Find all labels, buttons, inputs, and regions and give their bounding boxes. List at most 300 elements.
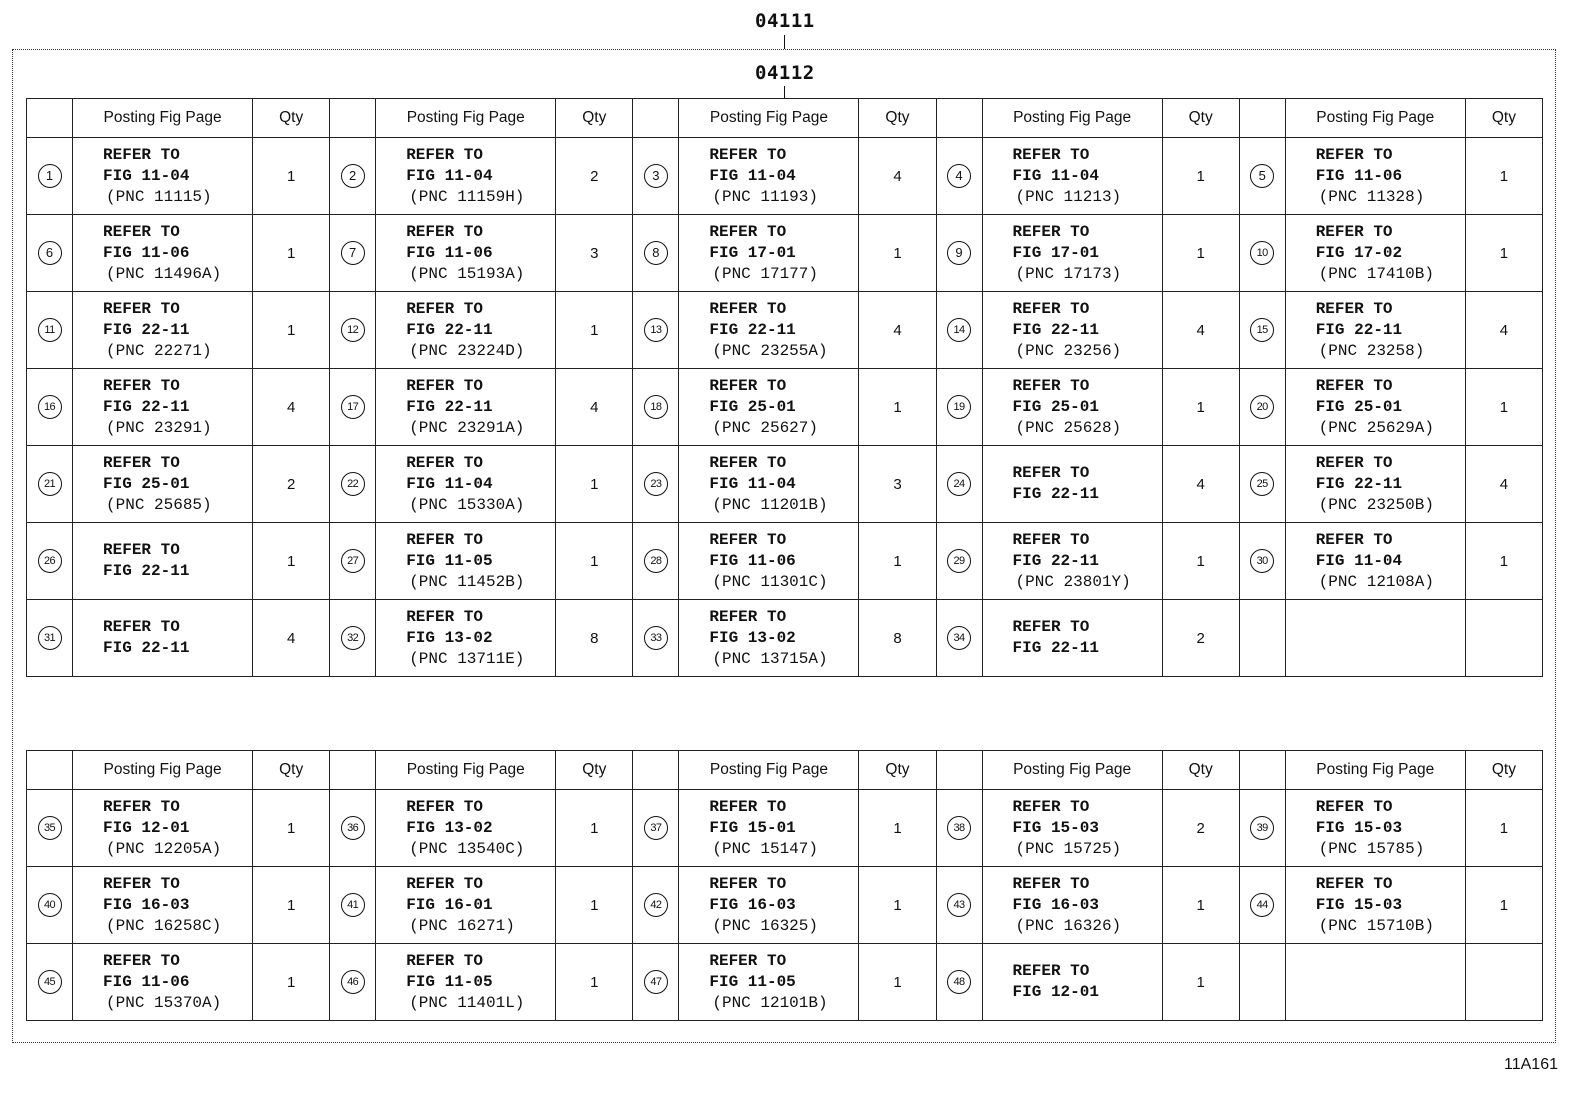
header-index-cell <box>1239 751 1285 790</box>
reference-cell <box>679 944 859 1021</box>
refer-to-text: REFER TO <box>406 145 483 164</box>
refer-to-text: REFER TO <box>1012 874 1090 893</box>
refer-to-text: REFER TO <box>1012 299 1090 318</box>
pnc-number: (PNC 17173) <box>1015 264 1122 283</box>
refer-to-text: REFER TO <box>709 797 787 816</box>
table-row <box>27 446 1543 523</box>
reference-cell <box>1285 292 1465 369</box>
fig-reference: FIG 22-11 <box>1012 320 1099 339</box>
qty-cell: 1 <box>556 523 633 600</box>
index-cell <box>27 944 73 1021</box>
index-cell <box>936 600 982 677</box>
reference-cell <box>73 138 253 215</box>
refer-to-text: REFER TO <box>406 797 483 816</box>
fig-reference: FIG 16-01 <box>406 895 493 914</box>
item-number-circle: 34 <box>947 626 971 650</box>
empty-cell <box>1239 944 1285 1021</box>
reference-cell <box>679 867 859 944</box>
header-qty: Qty <box>859 751 936 790</box>
index-cell <box>330 369 376 446</box>
qty-cell: 1 <box>253 138 330 215</box>
header-qty: Qty <box>859 99 936 138</box>
reference-cell <box>982 292 1162 369</box>
index-cell <box>27 369 73 446</box>
item-number-circle: 9 <box>947 241 971 265</box>
item-number-circle: 41 <box>341 893 365 917</box>
item-number-circle: 17 <box>341 395 365 419</box>
header-posting: Posting Fig Page <box>376 99 556 138</box>
fig-reference: FIG 25-01 <box>1315 397 1403 416</box>
item-number-circle: 14 <box>947 318 971 342</box>
pnc-number: (PNC 16326) <box>1015 916 1122 935</box>
index-cell <box>1239 446 1285 523</box>
item-number-circle: 21 <box>38 472 62 496</box>
reference-cell <box>73 292 253 369</box>
index-cell <box>1239 215 1285 292</box>
qty-cell: 1 <box>1465 215 1542 292</box>
qty-cell: 4 <box>253 600 330 677</box>
reference-cell <box>376 292 556 369</box>
qty-cell: 1 <box>556 867 633 944</box>
reference-cell <box>982 944 1162 1021</box>
qty-cell: 3 <box>556 215 633 292</box>
header-index-cell <box>27 751 73 790</box>
pnc-number: (PNC 11193) <box>712 187 818 206</box>
index-cell <box>330 446 376 523</box>
header-index-cell <box>633 99 679 138</box>
refer-to-text: REFER TO <box>406 299 483 318</box>
header-index-cell <box>633 751 679 790</box>
inner-label: 04112 <box>755 62 815 84</box>
reference-cell <box>982 369 1162 446</box>
qty-cell: 1 <box>253 867 330 944</box>
pnc-number: (PNC 17410B) <box>1318 264 1434 283</box>
reference-cell <box>73 600 253 677</box>
qty-cell: 4 <box>1162 446 1239 523</box>
refer-to-text: REFER TO <box>103 453 180 472</box>
item-number-circle: 1 <box>38 164 62 188</box>
item-number-circle: 28 <box>644 549 668 573</box>
fig-reference: FIG 11-04 <box>103 166 190 185</box>
table-row <box>27 523 1543 600</box>
header-qty: Qty <box>1162 99 1239 138</box>
index-cell <box>1239 790 1285 867</box>
refer-to-text: REFER TO <box>103 299 180 318</box>
qty-cell: 1 <box>1465 138 1542 215</box>
header-qty: Qty <box>1465 99 1542 138</box>
index-cell <box>936 369 982 446</box>
qty-cell: 1 <box>1162 867 1239 944</box>
refer-to-text: REFER TO <box>1315 453 1393 472</box>
header-posting: Posting Fig Page <box>73 751 253 790</box>
refer-to-text: REFER TO <box>1012 962 1090 980</box>
item-number-circle: 25 <box>1250 472 1274 496</box>
reference-cell <box>73 790 253 867</box>
fig-reference: FIG 16-03 <box>1012 895 1099 914</box>
item-number-circle: 44 <box>1250 893 1274 917</box>
item-number-circle: 4 <box>947 164 971 188</box>
qty-cell: 1 <box>1465 790 1542 867</box>
reference-cell <box>376 138 556 215</box>
refer-to-text: REFER TO <box>103 951 180 970</box>
fig-reference: FIG 11-04 <box>709 166 796 185</box>
qty-cell: 4 <box>253 369 330 446</box>
index-cell <box>936 790 982 867</box>
fig-reference: FIG 17-01 <box>1012 243 1099 262</box>
qty-cell: 4 <box>859 292 936 369</box>
reference-cell <box>376 215 556 292</box>
index-cell <box>633 446 679 523</box>
refer-to-text: REFER TO <box>1315 530 1393 549</box>
item-number-circle: 36 <box>341 816 365 840</box>
index-cell <box>1239 138 1285 215</box>
qty-cell: 1 <box>1162 215 1239 292</box>
fig-reference: FIG 11-04 <box>1315 551 1403 570</box>
index-cell <box>330 790 376 867</box>
fig-reference: FIG 22-11 <box>103 562 190 580</box>
reference-cell <box>73 523 253 600</box>
table-row <box>27 600 1543 677</box>
table-row <box>27 790 1543 867</box>
pnc-number: (PNC 23256) <box>1015 341 1122 360</box>
qty-cell: 1 <box>556 790 633 867</box>
index-cell <box>27 867 73 944</box>
index-cell <box>633 215 679 292</box>
header-qty: Qty <box>556 751 633 790</box>
refer-to-text: REFER TO <box>709 453 787 472</box>
refer-to-text: REFER TO <box>406 951 483 970</box>
index-cell <box>633 369 679 446</box>
item-number-circle: 48 <box>947 970 971 994</box>
item-number-circle: 11 <box>38 318 62 342</box>
index-cell <box>633 600 679 677</box>
qty-cell: 8 <box>859 600 936 677</box>
item-number-circle: 2 <box>341 164 365 188</box>
item-number-circle: 42 <box>644 893 668 917</box>
fig-reference: FIG 22-11 <box>103 639 190 657</box>
fig-reference: FIG 11-04 <box>1012 166 1099 185</box>
reference-cell <box>376 523 556 600</box>
qty-cell: 1 <box>253 215 330 292</box>
reference-cell <box>679 138 859 215</box>
refer-to-text: REFER TO <box>709 376 787 395</box>
qty-cell: 4 <box>1465 446 1542 523</box>
pnc-number: (PNC 12205A) <box>106 839 222 858</box>
reference-cell <box>1285 790 1465 867</box>
reference-cell <box>1285 215 1465 292</box>
fig-reference: FIG 16-03 <box>103 895 190 914</box>
fig-reference: FIG 22-11 <box>1315 474 1403 493</box>
index-cell <box>330 867 376 944</box>
fig-reference: FIG 13-02 <box>406 818 493 837</box>
header-posting: Posting Fig Page <box>982 751 1162 790</box>
pnc-number: (PNC 11401L) <box>409 993 525 1012</box>
item-number-circle: 40 <box>38 893 62 917</box>
reference-cell <box>982 446 1162 523</box>
refer-to-text: REFER TO <box>709 951 787 970</box>
refer-to-text: REFER TO <box>1315 376 1393 395</box>
index-cell <box>27 292 73 369</box>
fig-reference: FIG 12-01 <box>1012 983 1099 1001</box>
item-number-circle: 30 <box>1250 549 1274 573</box>
refer-to-text: REFER TO <box>103 376 180 395</box>
pnc-number: (PNC 16271) <box>409 916 515 935</box>
table-row <box>27 138 1543 215</box>
qty-cell: 1 <box>1465 523 1542 600</box>
pnc-number: (PNC 25628) <box>1015 418 1122 437</box>
pnc-number: (PNC 15785) <box>1318 839 1425 858</box>
refer-to-text: REFER TO <box>1315 222 1393 241</box>
qty-cell: 1 <box>859 867 936 944</box>
reference-cell <box>1285 446 1465 523</box>
pnc-number: (PNC 11201B) <box>712 495 828 514</box>
index-cell <box>330 292 376 369</box>
index-cell <box>27 446 73 523</box>
pnc-number: (PNC 23250B) <box>1318 495 1434 514</box>
index-cell <box>633 944 679 1021</box>
index-cell <box>633 292 679 369</box>
reference-cell <box>982 867 1162 944</box>
pnc-number: (PNC 11159H) <box>409 187 525 206</box>
item-number-circle: 13 <box>644 318 668 342</box>
fig-reference: FIG 25-01 <box>709 397 796 416</box>
refer-to-text: REFER TO <box>709 874 787 893</box>
reference-cell <box>376 446 556 523</box>
qty-cell: 1 <box>253 523 330 600</box>
empty-cell <box>1465 944 1542 1021</box>
pnc-number: (PNC 23291) <box>106 418 212 437</box>
pnc-number: (PNC 11301C) <box>712 572 828 591</box>
fig-reference: FIG 11-04 <box>406 474 493 493</box>
top-label: 04111 <box>755 10 815 32</box>
fig-reference: FIG 11-06 <box>103 243 190 262</box>
parts-table-2 <box>26 750 1543 1021</box>
header-posting: Posting Fig Page <box>679 751 859 790</box>
reference-cell <box>1285 523 1465 600</box>
header-index-cell <box>936 751 982 790</box>
fig-reference: FIG 25-01 <box>1012 397 1099 416</box>
index-cell <box>936 215 982 292</box>
index-cell <box>27 523 73 600</box>
index-cell <box>330 138 376 215</box>
refer-to-text: REFER TO <box>406 530 483 549</box>
reference-cell <box>73 215 253 292</box>
index-cell <box>633 790 679 867</box>
reference-cell <box>1285 867 1465 944</box>
fig-reference: FIG 22-11 <box>1012 551 1099 570</box>
item-number-circle: 43 <box>947 893 971 917</box>
qty-cell: 1 <box>1162 138 1239 215</box>
pnc-number: (PNC 11328) <box>1318 187 1425 206</box>
index-cell <box>1239 369 1285 446</box>
item-number-circle: 10 <box>1250 241 1274 265</box>
reference-cell <box>73 867 253 944</box>
reference-cell <box>73 944 253 1021</box>
qty-cell: 1 <box>1465 369 1542 446</box>
pnc-number: (PNC 17177) <box>712 264 818 283</box>
pnc-number: (PNC 16258C) <box>106 916 222 935</box>
fig-reference: FIG 22-11 <box>103 397 190 416</box>
reference-cell <box>73 369 253 446</box>
reference-cell <box>679 790 859 867</box>
fig-reference: FIG 11-05 <box>406 551 493 570</box>
parts-table-1 <box>26 98 1543 677</box>
fig-reference: FIG 22-11 <box>103 320 190 339</box>
pnc-number: (PNC 12108A) <box>1318 572 1434 591</box>
fig-reference: FIG 15-03 <box>1315 895 1403 914</box>
refer-to-text: REFER TO <box>1012 222 1090 241</box>
qty-cell: 1 <box>556 292 633 369</box>
pnc-number: (PNC 23224D) <box>409 341 525 360</box>
fig-reference: FIG 15-01 <box>709 818 796 837</box>
item-number-circle: 31 <box>38 626 62 650</box>
qty-cell: 4 <box>859 138 936 215</box>
reference-cell <box>1285 369 1465 446</box>
refer-to-text: REFER TO <box>1315 299 1393 318</box>
index-cell <box>633 867 679 944</box>
item-number-circle: 45 <box>38 970 62 994</box>
item-number-circle: 12 <box>341 318 365 342</box>
pnc-number: (PNC 11452B) <box>409 572 525 591</box>
item-number-circle: 15 <box>1250 318 1274 342</box>
index-cell <box>330 523 376 600</box>
item-number-circle: 19 <box>947 395 971 419</box>
table-row <box>27 369 1543 446</box>
qty-cell: 1 <box>859 944 936 1021</box>
fig-reference: FIG 22-11 <box>1012 639 1099 657</box>
fig-reference: FIG 11-04 <box>406 166 493 185</box>
item-number-circle: 38 <box>947 816 971 840</box>
index-cell <box>330 215 376 292</box>
table-row <box>27 215 1543 292</box>
qty-cell: 1 <box>1162 369 1239 446</box>
header-qty: Qty <box>1465 751 1542 790</box>
refer-to-text: REFER TO <box>103 874 180 893</box>
reference-cell <box>376 944 556 1021</box>
item-number-circle: 39 <box>1250 816 1274 840</box>
fig-reference: FIG 15-03 <box>1315 818 1403 837</box>
pnc-number: (PNC 25627) <box>712 418 818 437</box>
refer-to-text: REFER TO <box>103 541 180 559</box>
header-qty: Qty <box>556 99 633 138</box>
pnc-number: (PNC 25685) <box>106 495 212 514</box>
pnc-number: (PNC 22271) <box>106 341 212 360</box>
fig-reference: FIG 16-03 <box>709 895 796 914</box>
header-qty: Qty <box>253 751 330 790</box>
pnc-number: (PNC 15193A) <box>409 264 525 283</box>
fig-reference: FIG 17-01 <box>709 243 796 262</box>
pnc-number: (PNC 25629A) <box>1318 418 1434 437</box>
index-cell <box>936 446 982 523</box>
header-posting: Posting Fig Page <box>982 99 1162 138</box>
pnc-number: (PNC 13711E) <box>409 649 525 668</box>
refer-to-text: REFER TO <box>709 222 787 241</box>
reference-cell <box>679 600 859 677</box>
pnc-number: (PNC 23255A) <box>712 341 828 360</box>
refer-to-text: REFER TO <box>1012 376 1090 395</box>
qty-cell: 1 <box>1162 523 1239 600</box>
index-cell <box>936 292 982 369</box>
fig-reference: FIG 13-02 <box>406 628 493 647</box>
fig-reference: FIG 12-01 <box>103 818 190 837</box>
refer-to-text: REFER TO <box>406 874 483 893</box>
pnc-number: (PNC 11213) <box>1015 187 1122 206</box>
index-cell <box>27 600 73 677</box>
header-index-cell <box>1239 99 1285 138</box>
index-cell <box>1239 292 1285 369</box>
top-label-leader <box>784 35 785 49</box>
qty-cell: 1 <box>859 215 936 292</box>
header-posting: Posting Fig Page <box>73 99 253 138</box>
fig-reference: FIG 25-01 <box>103 474 190 493</box>
refer-to-text: REFER TO <box>1315 145 1393 164</box>
reference-cell <box>982 523 1162 600</box>
header-posting: Posting Fig Page <box>1285 751 1465 790</box>
pnc-number: (PNC 11115) <box>106 187 212 206</box>
empty-cell <box>1285 600 1465 677</box>
item-number-circle: 3 <box>644 164 668 188</box>
index-cell <box>936 138 982 215</box>
fig-reference: FIG 11-06 <box>103 972 190 991</box>
header-qty: Qty <box>253 99 330 138</box>
header-posting: Posting Fig Page <box>1285 99 1465 138</box>
item-number-circle: 20 <box>1250 395 1274 419</box>
pnc-number: (PNC 15710B) <box>1318 916 1434 935</box>
refer-to-text: REFER TO <box>406 222 483 241</box>
item-number-circle: 22 <box>341 472 365 496</box>
pnc-number: (PNC 23801Y) <box>1015 572 1131 591</box>
item-number-circle: 29 <box>947 549 971 573</box>
refer-to-text: REFER TO <box>103 797 180 816</box>
refer-to-text: REFER TO <box>1012 530 1090 549</box>
refer-to-text: REFER TO <box>103 618 180 636</box>
qty-cell: 2 <box>253 446 330 523</box>
reference-cell <box>982 790 1162 867</box>
index-cell <box>27 215 73 292</box>
fig-reference: FIG 13-02 <box>709 628 796 647</box>
qty-cell: 4 <box>1162 292 1239 369</box>
reference-cell <box>376 867 556 944</box>
figure-code: 11A161 <box>1504 1056 1558 1073</box>
header-posting: Posting Fig Page <box>376 751 556 790</box>
qty-cell: 1 <box>859 790 936 867</box>
fig-reference: FIG 17-02 <box>1315 243 1403 262</box>
item-number-circle: 16 <box>38 395 62 419</box>
qty-cell: 1 <box>556 944 633 1021</box>
item-number-circle: 46 <box>341 970 365 994</box>
item-number-circle: 7 <box>341 241 365 265</box>
reference-cell <box>982 215 1162 292</box>
refer-to-text: REFER TO <box>709 530 787 549</box>
reference-cell <box>679 369 859 446</box>
fig-reference: FIG 11-06 <box>1315 166 1403 185</box>
qty-cell: 1 <box>859 369 936 446</box>
qty-cell: 2 <box>1162 600 1239 677</box>
qty-cell: 1 <box>253 790 330 867</box>
qty-cell: 2 <box>1162 790 1239 867</box>
reference-cell <box>376 790 556 867</box>
refer-to-text: REFER TO <box>103 222 180 241</box>
reference-cell <box>679 446 859 523</box>
fig-reference: FIG 11-06 <box>709 551 796 570</box>
reference-cell <box>982 600 1162 677</box>
refer-to-text: REFER TO <box>406 376 483 395</box>
refer-to-text: REFER TO <box>709 607 787 626</box>
item-number-circle: 32 <box>341 626 365 650</box>
fig-reference: FIG 11-05 <box>709 972 796 991</box>
empty-cell <box>1239 600 1285 677</box>
index-cell <box>936 523 982 600</box>
